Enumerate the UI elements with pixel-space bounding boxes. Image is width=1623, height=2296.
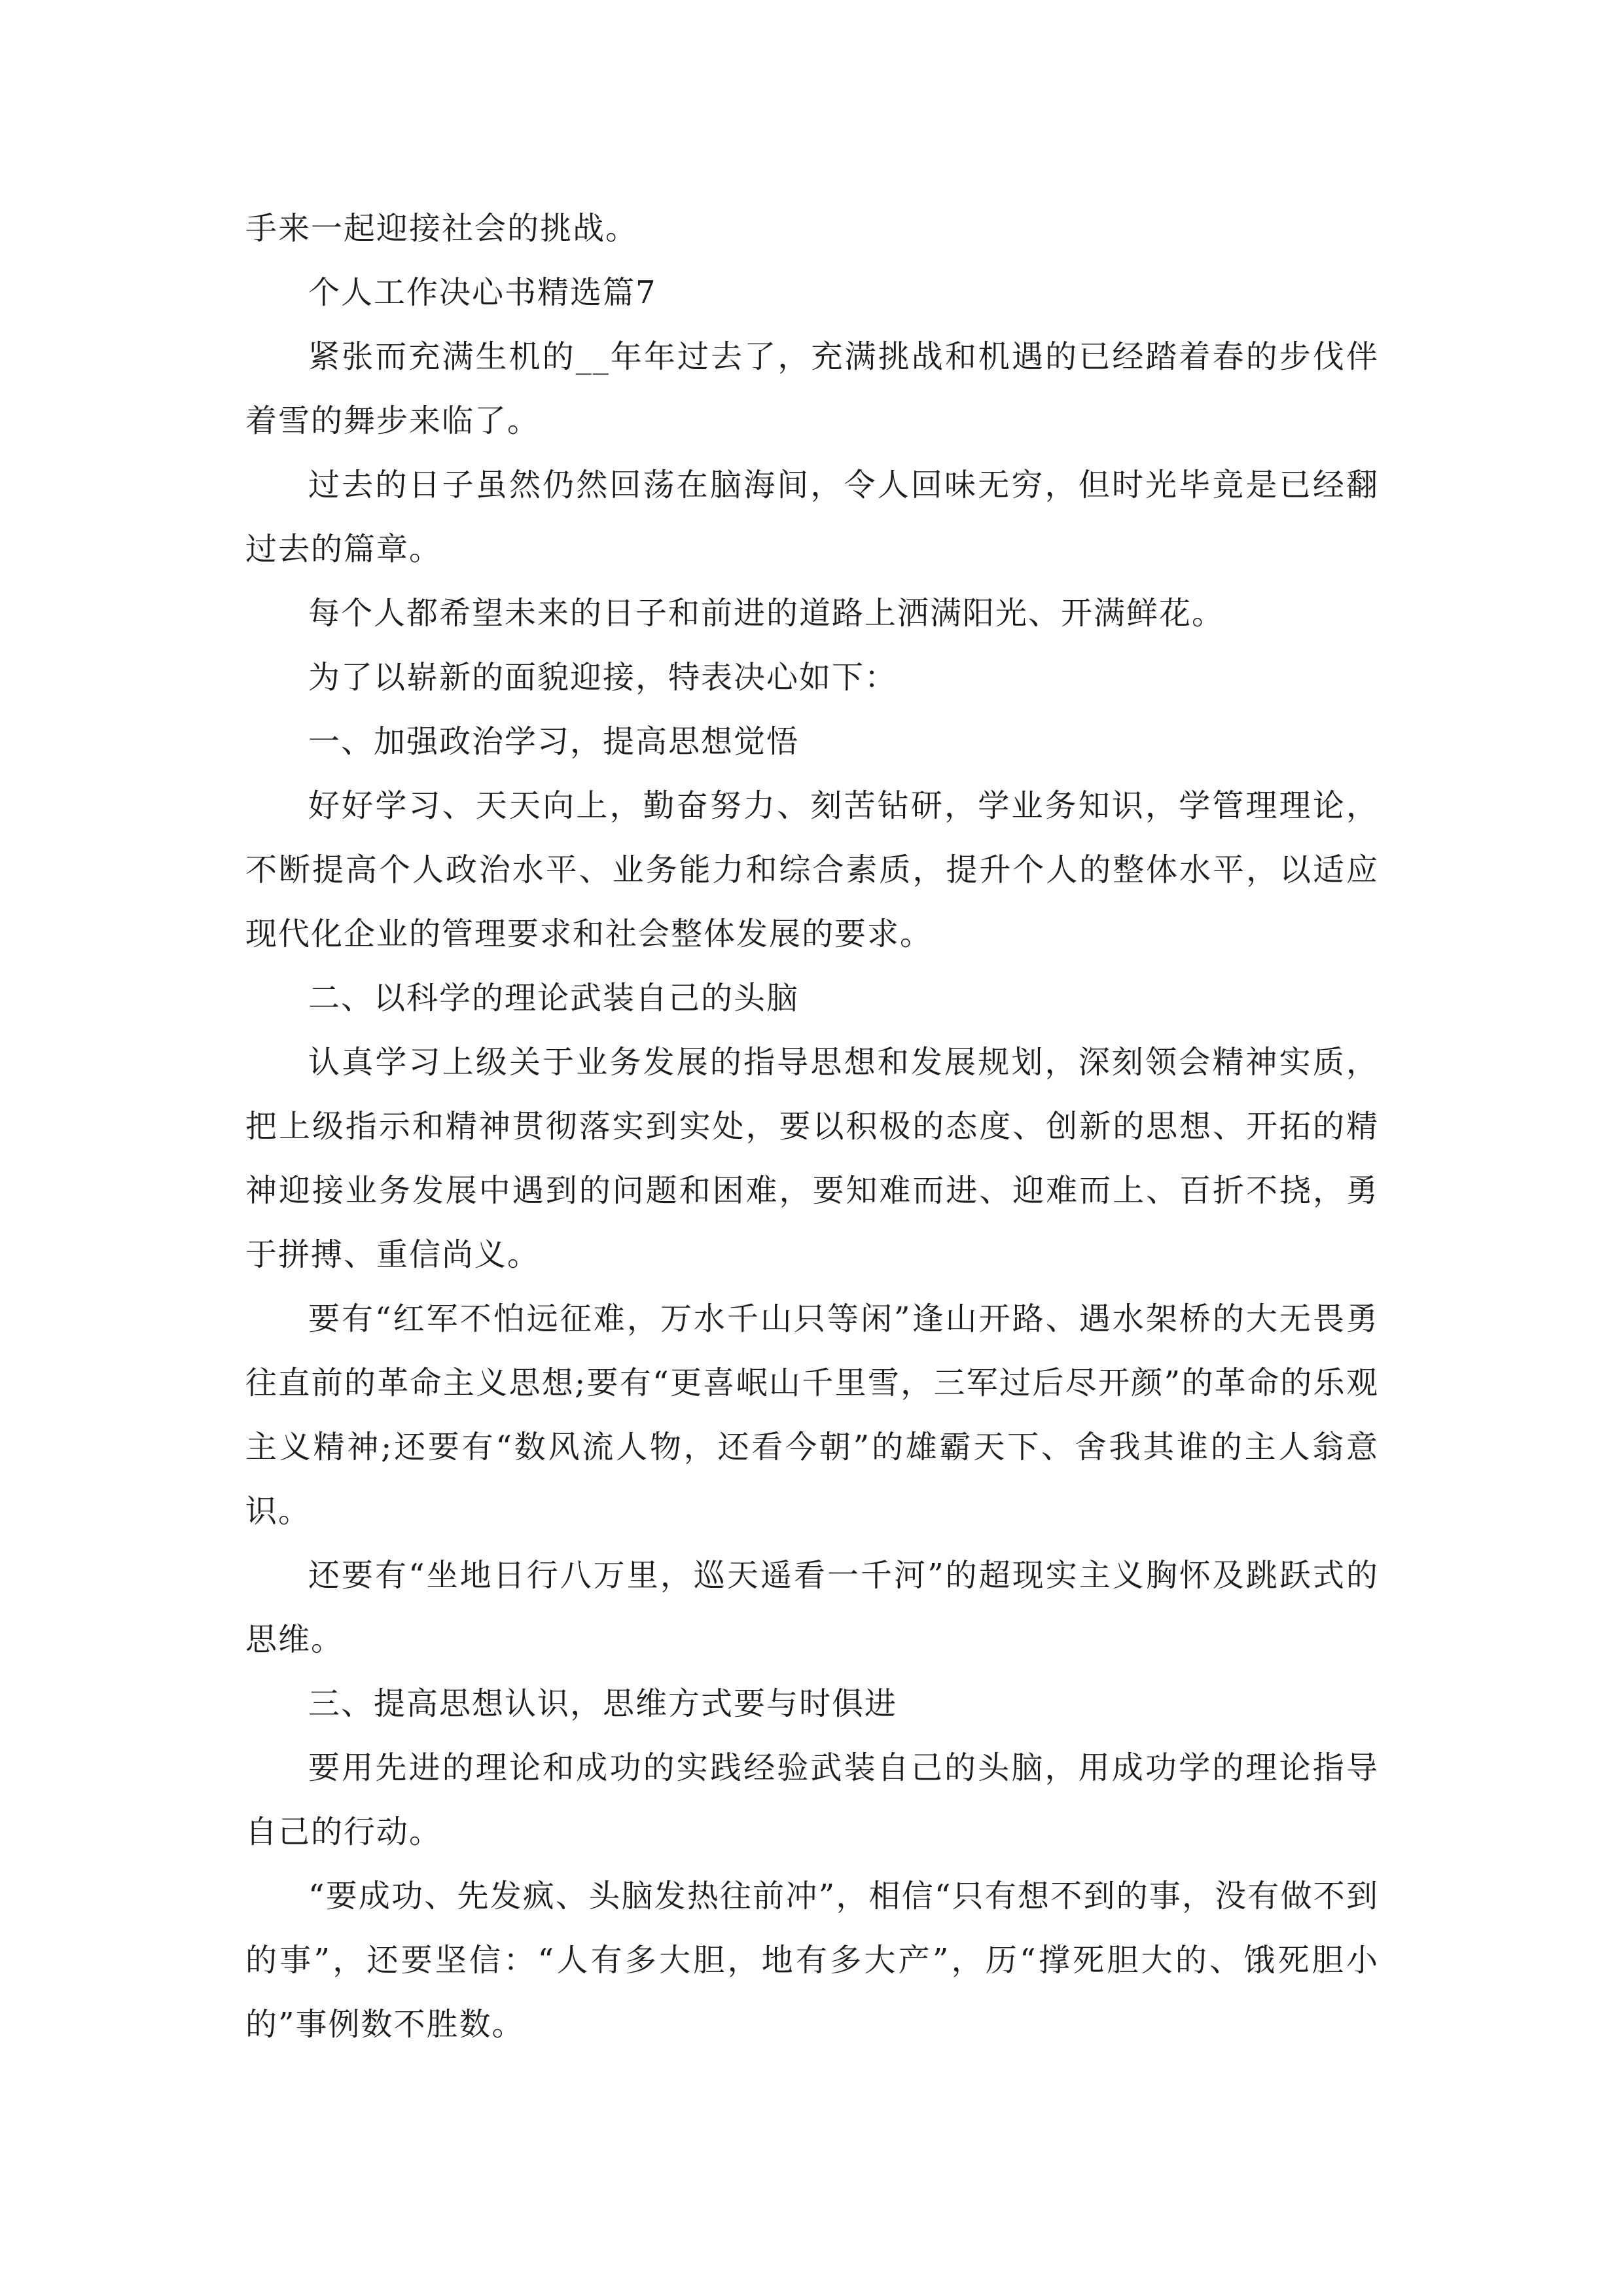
paragraph: “要成功、先发疯、头脑发热往前冲”，相信“只有想不到的事，没有做不到的事”，还要坚信：“人有多大胆，地有多大产”，历“撑死胆大的、饿死胆小的”事例数不胜数。: [245, 1878, 1379, 2043]
paragraph: 每个人都希望未来的日子和前进的道路上洒满阳光、开满鲜花。: [308, 595, 1225, 632]
paragraph-continuation: 手来一起迎接社会的挑战。: [245, 210, 639, 247]
paragraph: 要有“红军不怕远征难，万水千山只等闲”逢山开路、遇水架桥的大无畏勇往直前的革命主义思想;要有“更喜岷山千里雪，三军过后尽开颜”的革命的乐观主义精神;还要有“数风流人物，还看今朝”的雄霸天下、舍我其谁的主人翁意识。: [245, 1300, 1379, 1530]
heading-1: 一、加强政治学习，提高思想觉悟: [308, 723, 800, 760]
paragraph: 过去的日子虽然仍然回荡在脑海间，令人回味无穷，但时光毕竟是已经翻过去的篇章。: [245, 467, 1379, 567]
paragraph: 认真学习上级关于业务发展的指导思想和发展规划，深刻领会精神实质，把上级指示和精神贯彻落实到实处，要以积极的态度、创新的思想、开拓的精神迎接业务发展中遇到的问题和困难，要知难而进、迎难而上、百折不挠，勇于拼搏、重信尚义。: [245, 1044, 1379, 1273]
section-title: 个人工作决心书精选篇7: [308, 274, 657, 311]
paragraph: 好好学习、天天向上，勤奋努力、刻苦钻研，学业务知识，学管理理论，不断提高个人政治水平、业务能力和综合素质，提升个人的整体水平，以适应现代化企业的管理要求和社会整体发展的要求。: [245, 787, 1379, 952]
paragraph: 为了以崭新的面貌迎接，特表决心如下：: [308, 659, 898, 696]
heading-2: 二、以科学的理论武装自己的头脑: [308, 980, 800, 1016]
paragraph: 紧张而充满生机的__年年过去了，充满挑战和机遇的已经踏着春的步伐伴着雪的舞步来临了。: [245, 338, 1379, 439]
heading-3: 三、提高思想认识，思维方式要与时俱进: [308, 1685, 898, 1722]
paragraph: 还要有“坐地日行八万里，巡天遥看一千河”的超现实主义胸怀及跳跃式的思维。: [245, 1557, 1379, 1658]
paragraph: 要用先进的理论和成功的实践经验武装自己的头脑，用成功学的理论指导自己的行动。: [245, 1749, 1379, 1850]
document-body: [245, 196, 1379, 2056]
